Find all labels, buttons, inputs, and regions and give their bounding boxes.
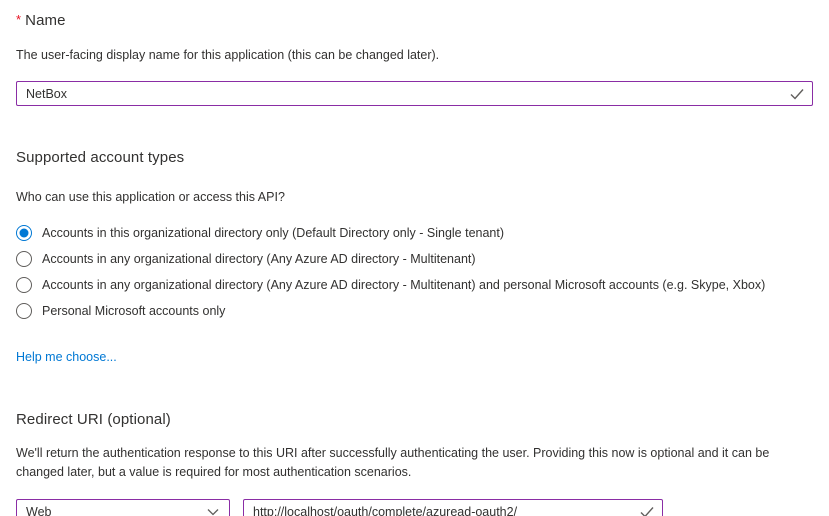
radio-selected-icon[interactable] [16, 225, 32, 241]
name-section-title [16, 0, 813, 29]
account-type-option-label: Accounts in any organizational directory (Any Azure AD directory - Multitenant) and personal Microsoft accounts (e.g. Skype, Xbox) [42, 278, 766, 292]
account-type-option-label: Personal Microsoft accounts only [42, 304, 226, 318]
account-type-option-personal-only[interactable] [16, 298, 813, 324]
account-types-question: Who can use this application or access this API? [16, 190, 285, 204]
name-input-wrap [16, 81, 813, 106]
name-description: The user-facing display name for this application (this can be changed later). [16, 48, 440, 62]
account-type-option-label: Accounts in this organizational directory only (Default Directory only - Single tenant) [42, 226, 505, 240]
redirect-uri-input-wrap [243, 499, 663, 516]
platform-select-dropdown[interactable] [16, 499, 230, 516]
account-type-radio-group [16, 220, 813, 324]
help-me-choose-link[interactable]: Help me choose... [16, 350, 117, 364]
account-type-option-single-tenant[interactable] [16, 220, 813, 246]
name-section-title-text: Name [25, 12, 66, 29]
account-types-section-title: Supported account types [16, 149, 185, 166]
radio-unselected-icon[interactable] [16, 303, 32, 319]
redirect-uri-description: We'll return the authentication response to this URI after successfully authenticating the user. Providing this now is optional and it can be changed later, but a value is required for most authentication scenarios. [16, 446, 770, 479]
account-type-option-label: Accounts in any organizational directory (Any Azure AD directory - Multitenant) [42, 252, 476, 266]
account-type-option-multitenant-personal[interactable] [16, 272, 813, 298]
name-input[interactable] [16, 81, 813, 106]
required-asterisk: * [16, 12, 22, 27]
redirect-uri-row [16, 499, 813, 516]
chevron-down-icon [207, 508, 219, 516]
radio-unselected-icon[interactable] [16, 251, 32, 267]
radio-unselected-icon[interactable] [16, 277, 32, 293]
redirect-uri-input[interactable] [243, 499, 663, 516]
redirect-uri-section-title: Redirect URI (optional) [16, 411, 171, 428]
account-type-option-multitenant[interactable] [16, 246, 813, 272]
platform-selected-value: Web [26, 504, 52, 516]
